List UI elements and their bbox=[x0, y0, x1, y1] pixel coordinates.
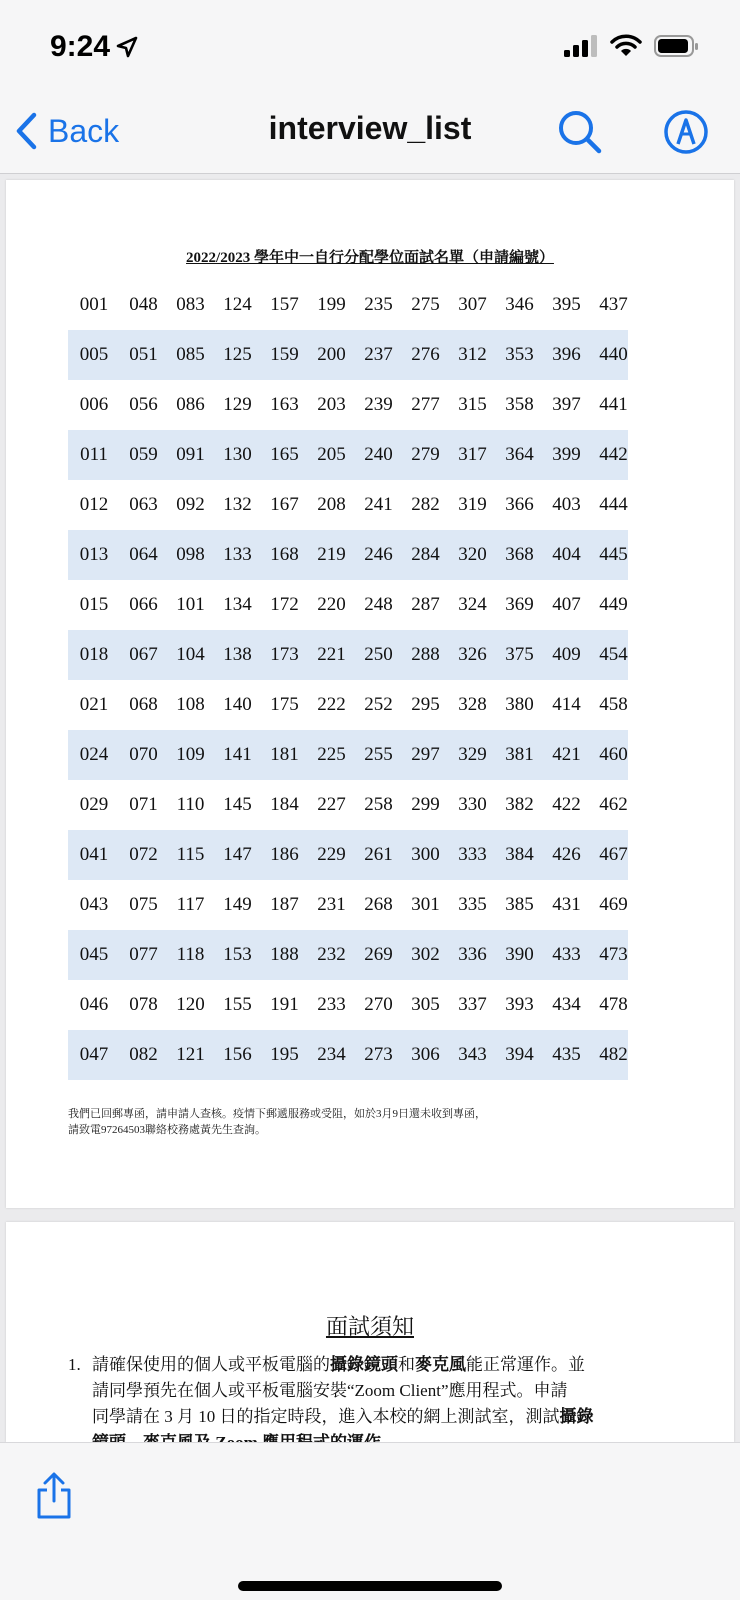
table-cell: 071 bbox=[129, 794, 158, 815]
number-table bbox=[68, 280, 628, 1080]
table-cell: 155 bbox=[223, 994, 252, 1015]
table-cell: 440 bbox=[599, 344, 628, 365]
table-cell: 320 bbox=[458, 544, 487, 565]
table-row bbox=[68, 480, 628, 530]
table-cell: 056 bbox=[129, 394, 158, 415]
table-cell: 047 bbox=[79, 1044, 109, 1065]
table-cell: 282 bbox=[411, 494, 440, 515]
table-cell: 275 bbox=[411, 294, 440, 315]
table-cell: 219 bbox=[317, 544, 346, 565]
table-cell: 469 bbox=[599, 894, 628, 915]
table-cell: 181 bbox=[270, 744, 299, 765]
table-cell: 108 bbox=[176, 694, 205, 715]
table-cell: 046 bbox=[79, 994, 109, 1015]
table-cell: 220 bbox=[317, 594, 346, 615]
table-cell: 431 bbox=[552, 894, 581, 915]
table-cell: 284 bbox=[411, 544, 440, 565]
table-cell: 059 bbox=[129, 444, 158, 465]
table-row bbox=[68, 430, 628, 480]
battery-icon bbox=[654, 34, 700, 58]
table-cell: 168 bbox=[270, 544, 299, 565]
table-cell: 380 bbox=[505, 694, 534, 715]
table-cell: 153 bbox=[223, 944, 252, 965]
status-bar bbox=[0, 0, 740, 88]
table-cell: 385 bbox=[505, 894, 534, 915]
table-cell: 324 bbox=[458, 594, 487, 615]
table-cell: 381 bbox=[505, 744, 534, 765]
table-cell: 409 bbox=[552, 644, 581, 665]
table-cell: 200 bbox=[317, 344, 346, 365]
table-row bbox=[68, 680, 628, 730]
table-cell: 366 bbox=[505, 494, 534, 515]
table-cell: 326 bbox=[458, 644, 487, 665]
search-icon bbox=[556, 108, 604, 156]
table-cell: 237 bbox=[364, 344, 393, 365]
table-cell: 337 bbox=[458, 994, 487, 1015]
table-cell: 273 bbox=[364, 1044, 393, 1065]
table-cell: 442 bbox=[599, 444, 628, 465]
cellular-signal-icon bbox=[564, 35, 598, 57]
table-cell: 343 bbox=[458, 1044, 487, 1065]
table-cell: 051 bbox=[129, 344, 158, 365]
table-row bbox=[68, 980, 628, 1030]
table-cell: 396 bbox=[552, 344, 581, 365]
home-indicator bbox=[238, 1581, 502, 1591]
table-cell: 140 bbox=[223, 694, 252, 715]
table-cell: 421 bbox=[552, 744, 581, 765]
table-cell: 353 bbox=[505, 344, 534, 365]
table-cell: 433 bbox=[552, 944, 581, 965]
table-cell: 145 bbox=[223, 794, 252, 815]
table-cell: 445 bbox=[599, 544, 628, 565]
table-cell: 165 bbox=[270, 444, 299, 465]
table-cell: 395 bbox=[552, 294, 581, 315]
share-button[interactable] bbox=[34, 1471, 74, 1521]
table-cell: 091 bbox=[176, 444, 205, 465]
table-cell: 441 bbox=[599, 394, 628, 415]
notice-body bbox=[68, 1352, 668, 1456]
table-cell: 335 bbox=[458, 894, 487, 915]
footnote-line-1: 我們已回郵專函，請申請人查核。疫情下郵遞服務或受阻，如於3月9日還未收到專函， bbox=[68, 1108, 486, 1120]
table-cell: 393 bbox=[505, 994, 534, 1015]
table-cell: 086 bbox=[176, 394, 205, 415]
table-cell: 307 bbox=[458, 294, 487, 315]
notice-line-1c: 和 bbox=[398, 1355, 415, 1374]
table-cell: 437 bbox=[599, 294, 628, 315]
table-cell: 407 bbox=[552, 594, 581, 615]
pdf-page-1 bbox=[6, 180, 734, 1208]
table-cell: 270 bbox=[364, 994, 393, 1015]
table-cell: 467 bbox=[599, 844, 628, 865]
wifi-icon bbox=[610, 34, 642, 58]
table-cell: 132 bbox=[223, 494, 252, 515]
table-cell: 188 bbox=[270, 944, 299, 965]
table-cell: 045 bbox=[79, 944, 109, 965]
table-cell: 001 bbox=[79, 294, 109, 315]
table-cell: 078 bbox=[129, 994, 158, 1015]
notice-line-2: 請同學預先在個人或平板電腦安裝“Zoom Client”應用程式。申請 bbox=[92, 1381, 568, 1400]
notice-line-3 bbox=[68, 1404, 668, 1430]
table-cell: 227 bbox=[317, 794, 346, 815]
table-cell: 329 bbox=[458, 744, 487, 765]
notice-line-1 bbox=[68, 1352, 668, 1378]
table-cell: 261 bbox=[364, 844, 393, 865]
table-cell: 287 bbox=[411, 594, 440, 615]
table-cell: 098 bbox=[176, 544, 205, 565]
table-cell: 043 bbox=[79, 894, 109, 915]
table-cell: 129 bbox=[223, 394, 252, 415]
notice-line-1d: 麥克風 bbox=[415, 1355, 466, 1374]
table-cell: 130 bbox=[223, 444, 252, 465]
notice-title bbox=[6, 1310, 734, 1341]
table-cell: 397 bbox=[552, 394, 581, 415]
table-cell: 124 bbox=[223, 294, 252, 315]
table-cell: 195 bbox=[270, 1044, 299, 1065]
table-row bbox=[68, 580, 628, 630]
table-cell: 172 bbox=[270, 594, 299, 615]
notice-line-3a: 同學請在 3 月 10 日的指定時段，進入本校的網上測試室，測試 bbox=[92, 1407, 560, 1426]
table-cell: 064 bbox=[129, 544, 158, 565]
footnote bbox=[68, 1106, 668, 1138]
table-cell: 333 bbox=[458, 844, 487, 865]
table-cell: 346 bbox=[505, 294, 534, 315]
table-cell: 184 bbox=[270, 794, 299, 815]
table-cell: 041 bbox=[79, 844, 109, 865]
table-row bbox=[68, 1030, 628, 1080]
table-cell: 404 bbox=[552, 544, 581, 565]
table-cell: 029 bbox=[79, 794, 109, 815]
table-cell: 317 bbox=[458, 444, 487, 465]
table-cell: 319 bbox=[458, 494, 487, 515]
table-cell: 163 bbox=[270, 394, 299, 415]
share-icon bbox=[34, 1471, 74, 1521]
table-cell: 276 bbox=[411, 344, 440, 365]
table-cell: 369 bbox=[505, 594, 534, 615]
table-cell: 110 bbox=[176, 794, 205, 815]
table-cell: 394 bbox=[505, 1044, 534, 1065]
table-cell: 092 bbox=[176, 494, 205, 515]
table-cell: 015 bbox=[79, 594, 109, 615]
table-cell: 013 bbox=[79, 544, 109, 565]
table-cell: 295 bbox=[411, 694, 440, 715]
table-cell: 235 bbox=[364, 294, 393, 315]
table-cell: 115 bbox=[176, 844, 205, 865]
table-cell: 205 bbox=[317, 444, 346, 465]
table-cell: 269 bbox=[364, 944, 393, 965]
table-cell: 426 bbox=[552, 844, 581, 865]
table-cell: 268 bbox=[364, 894, 393, 915]
clock-text: 9:24 bbox=[50, 30, 111, 63]
table-cell: 384 bbox=[505, 844, 534, 865]
table-cell: 083 bbox=[176, 294, 205, 315]
table-cell: 066 bbox=[129, 594, 158, 615]
table-cell: 147 bbox=[223, 844, 252, 865]
table-cell: 012 bbox=[79, 494, 109, 515]
notice-line-1e: 能正常運作。並 bbox=[466, 1355, 585, 1374]
table-cell: 125 bbox=[223, 344, 252, 365]
table-cell: 403 bbox=[552, 494, 581, 515]
table-cell: 070 bbox=[129, 744, 158, 765]
notice-line-1b: 攝錄鏡頭 bbox=[330, 1355, 398, 1374]
table-cell: 250 bbox=[364, 644, 393, 665]
table-cell: 121 bbox=[176, 1044, 205, 1065]
table-cell: 306 bbox=[411, 1044, 440, 1065]
table-row bbox=[68, 780, 628, 830]
table-cell: 159 bbox=[270, 344, 299, 365]
table-cell: 063 bbox=[129, 494, 158, 515]
table-cell: 175 bbox=[270, 694, 299, 715]
table-cell: 328 bbox=[458, 694, 487, 715]
table-cell: 231 bbox=[317, 894, 346, 915]
nav-bar bbox=[0, 88, 740, 174]
table-cell: 018 bbox=[79, 644, 109, 665]
table-cell: 173 bbox=[270, 644, 299, 665]
table-cell: 229 bbox=[317, 844, 346, 865]
table-cell: 300 bbox=[411, 844, 440, 865]
table-cell: 482 bbox=[599, 1044, 628, 1065]
table-cell: 199 bbox=[317, 294, 346, 315]
notice-title-text: 面試須知 bbox=[325, 1314, 414, 1339]
table-cell: 187 bbox=[270, 894, 299, 915]
table-cell: 368 bbox=[505, 544, 534, 565]
table-cell: 364 bbox=[505, 444, 534, 465]
table-cell: 141 bbox=[223, 744, 252, 765]
table-cell: 279 bbox=[411, 444, 440, 465]
table-cell: 109 bbox=[176, 744, 205, 765]
table-cell: 239 bbox=[364, 394, 393, 415]
table-cell: 422 bbox=[552, 794, 581, 815]
table-cell: 241 bbox=[364, 494, 393, 515]
table-cell: 068 bbox=[129, 694, 158, 715]
table-cell: 399 bbox=[552, 444, 581, 465]
table-cell: 077 bbox=[129, 944, 158, 965]
page-title: interview_list bbox=[268, 110, 472, 146]
table-cell: 191 bbox=[270, 994, 299, 1015]
table-cell: 258 bbox=[364, 794, 393, 815]
table-cell: 252 bbox=[364, 694, 393, 715]
table-cell: 312 bbox=[458, 344, 487, 365]
table-cell: 315 bbox=[458, 394, 487, 415]
table-cell: 085 bbox=[176, 344, 205, 365]
back-label: Back bbox=[48, 112, 120, 149]
table-cell: 024 bbox=[79, 744, 109, 765]
notice-line-1a: 請確保使用的個人或平板電腦的 bbox=[92, 1355, 330, 1374]
table-cell: 460 bbox=[599, 744, 628, 765]
table-cell: 435 bbox=[552, 1044, 581, 1065]
markup-button[interactable] bbox=[662, 108, 710, 156]
document-title bbox=[6, 246, 734, 267]
bottom-toolbar bbox=[0, 1442, 740, 1600]
status-icons bbox=[564, 34, 700, 58]
table-cell: 382 bbox=[505, 794, 534, 815]
table-cell: 414 bbox=[552, 694, 581, 715]
table-cell: 301 bbox=[411, 894, 440, 915]
table-cell: 133 bbox=[223, 544, 252, 565]
table-cell: 117 bbox=[176, 894, 205, 915]
table-cell: 375 bbox=[505, 644, 534, 665]
table-cell: 203 bbox=[317, 394, 346, 415]
search-button[interactable] bbox=[556, 108, 604, 156]
table-cell: 134 bbox=[223, 594, 252, 615]
markup-pen-icon bbox=[662, 108, 710, 156]
table-cell: 186 bbox=[270, 844, 299, 865]
table-cell: 225 bbox=[317, 744, 346, 765]
table-row bbox=[68, 630, 628, 680]
table-cell: 048 bbox=[129, 294, 158, 315]
table-cell: 072 bbox=[129, 844, 158, 865]
table-row bbox=[68, 330, 628, 380]
table-cell: 473 bbox=[599, 944, 628, 965]
table-cell: 449 bbox=[599, 594, 628, 615]
table-row bbox=[68, 530, 628, 580]
table-cell: 299 bbox=[411, 794, 440, 815]
table-cell: 255 bbox=[364, 744, 393, 765]
pdf-page-2 bbox=[6, 1222, 734, 1442]
table-cell: 233 bbox=[317, 994, 346, 1015]
table-cell: 005 bbox=[79, 344, 109, 365]
table-cell: 232 bbox=[317, 944, 346, 965]
table-cell: 454 bbox=[599, 644, 628, 665]
table-cell: 458 bbox=[599, 694, 628, 715]
table-cell: 462 bbox=[599, 794, 628, 815]
table-cell: 336 bbox=[458, 944, 487, 965]
location-arrow-icon bbox=[116, 36, 138, 58]
table-cell: 248 bbox=[364, 594, 393, 615]
notice-item-number: 1. bbox=[68, 1355, 81, 1374]
status-time bbox=[50, 30, 138, 64]
table-row bbox=[68, 730, 628, 780]
table-cell: 240 bbox=[364, 444, 393, 465]
table-cell: 006 bbox=[79, 394, 109, 415]
table-cell: 222 bbox=[317, 694, 346, 715]
table-cell: 157 bbox=[270, 294, 299, 315]
table-cell: 167 bbox=[270, 494, 299, 515]
table-cell: 358 bbox=[505, 394, 534, 415]
table-cell: 288 bbox=[411, 644, 440, 665]
table-cell: 208 bbox=[317, 494, 346, 515]
table-cell: 075 bbox=[129, 894, 158, 915]
table-cell: 297 bbox=[411, 744, 440, 765]
table-cell: 082 bbox=[129, 1044, 158, 1065]
table-cell: 118 bbox=[176, 944, 205, 965]
table-cell: 067 bbox=[129, 644, 158, 665]
table-cell: 149 bbox=[223, 894, 252, 915]
table-cell: 011 bbox=[80, 444, 108, 465]
table-row bbox=[68, 880, 628, 930]
table-cell: 390 bbox=[505, 944, 534, 965]
table-cell: 234 bbox=[317, 1044, 346, 1065]
table-cell: 302 bbox=[411, 944, 440, 965]
table-row bbox=[68, 930, 628, 980]
notice-line-3b: 攝錄 bbox=[559, 1407, 594, 1426]
table-cell: 246 bbox=[364, 544, 393, 565]
table-row bbox=[68, 380, 628, 430]
table-cell: 101 bbox=[176, 594, 205, 615]
table-row bbox=[68, 280, 628, 330]
document-title-text: 2022/2023 學年中一自行分配學位面試名單（申請編號） bbox=[186, 250, 554, 266]
table-cell: 478 bbox=[599, 994, 628, 1015]
table-cell: 305 bbox=[411, 994, 440, 1015]
table-cell: 138 bbox=[223, 644, 252, 665]
table-cell: 156 bbox=[223, 1044, 252, 1065]
table-cell: 221 bbox=[317, 644, 346, 665]
table-cell: 444 bbox=[599, 494, 628, 515]
table-cell: 330 bbox=[458, 794, 487, 815]
table-cell: 104 bbox=[176, 644, 205, 665]
table-cell: 434 bbox=[552, 994, 581, 1015]
table-cell: 021 bbox=[79, 694, 109, 715]
table-row bbox=[68, 830, 628, 880]
footnote-line-2: 請致電97264503聯絡校務處黃先生查詢。 bbox=[68, 1124, 266, 1136]
table-cell: 277 bbox=[411, 394, 440, 415]
table-cell: 120 bbox=[176, 994, 205, 1015]
